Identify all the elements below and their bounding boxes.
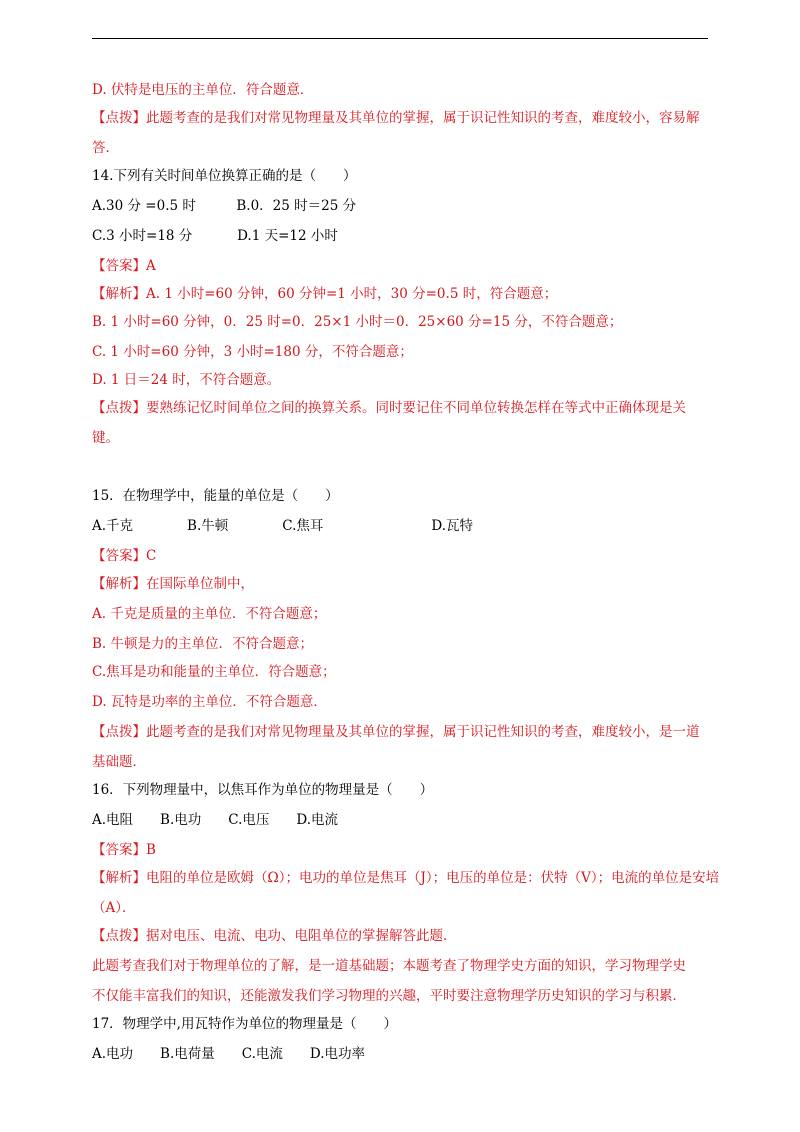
text-line: 【答案】A	[92, 258, 156, 274]
text-line: A.电阻 B.电功 C.电压 D.电流	[92, 812, 339, 828]
text-line: 15．在物理学中，能量的单位是（ ）	[92, 488, 339, 504]
text-line: 【点拨】据对电压、电流、电功、电阻单位的掌握解答此题．	[92, 928, 457, 944]
text-line: （A）．	[92, 900, 136, 916]
text-line: A.千克 B.牛顿 C.焦耳 D.瓦特	[92, 518, 474, 534]
text-line: 17．物理学中,用瓦特作为单位的物理量是（ ）	[92, 1016, 397, 1032]
text-line: 此题考查我们对于物理单位的了解，是一道基础题；本题考查了物理学史方面的知识，学习物理学史	[92, 958, 686, 974]
text-line: D. 瓦特是功率的主单位．不符合题意．	[92, 694, 327, 710]
text-line: A.电功 B.电荷量 C.电流 D.电功率	[92, 1046, 366, 1062]
text-line: 16．下列物理量中，以焦耳作为单位的物理量是（ ）	[92, 782, 434, 798]
text-line: 【点拨】此题考查的是我们对常见物理量及其单位的掌握，属于识记性知识的考查，难度较小，是一道	[92, 724, 700, 740]
text-line: 【点拨】此题考查的是我们对常见物理量及其单位的掌握，属于识记性知识的考查，难度较小，容易解	[92, 110, 700, 126]
text-line: B. 1 小时=60 分钟，0．25 时=0．25×1 小时＝0．25×60 分=15 分，不符合题意；	[92, 314, 623, 330]
text-line: 14.下列有关时间单位换算正确的是（ ）	[92, 168, 357, 184]
text-line: A. 千克是质量的主单位．不符合题意；	[92, 606, 327, 622]
text-line: B. 牛顿是力的主单位．不符合题意；	[92, 636, 314, 652]
text-line: 【解析】电阻的单位是欧姆（Ω）；电功的单位是焦耳（J）；电压的单位是：伏特（V）；电流的单位是安培	[92, 870, 720, 886]
text-line: 【答案】C	[92, 548, 157, 564]
text-line: D. 伏特是电压的主单位．符合题意．	[92, 82, 314, 98]
text-line: 【答案】B	[92, 842, 156, 858]
text-line: 答．	[92, 140, 119, 156]
text-line: 【解析】在国际单位制中，	[92, 576, 254, 592]
text-line: C. 1 小时=60 分钟，3 小时=180 分，不符合题意；	[92, 344, 413, 360]
text-line: 基础题．	[92, 754, 146, 770]
text-line: 【解析】A. 1 小时=60 分钟，60 分钟=1 小时，30 分=0.5 时，符合题意；	[92, 286, 558, 302]
text-line: 【点拨】要熟练记忆时间单位之间的换算关系。同时要记住不同单位转换怎样在等式中正确体现是关	[92, 400, 686, 416]
text-line: D. 1 日＝24 时，不符合题意。	[92, 372, 281, 388]
text-line: C.3 小时=18 分 D.1 天=12 小时	[92, 228, 338, 244]
text-line: 键。	[92, 430, 119, 446]
text-line: 不仅能丰富我们的知识，还能激发我们学习物理的兴趣，平时要注意物理学历史知识的学习与积累．	[92, 988, 686, 1004]
header-rule	[92, 38, 708, 39]
text-line: C.焦耳是功和能量的主单位．符合题意；	[92, 664, 336, 680]
text-line: A.30 分 =0.5 时 B.0．25 时＝25 分	[92, 198, 357, 214]
